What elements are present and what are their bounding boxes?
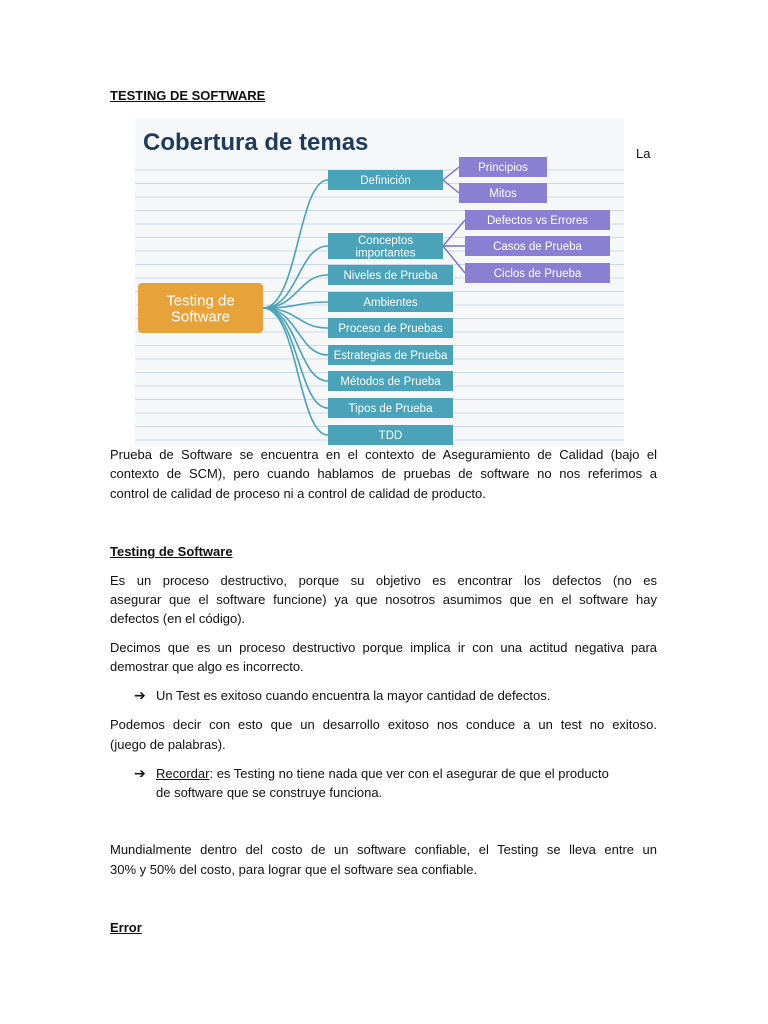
branch-node-label: Conceptos — [358, 234, 413, 247]
sub-node — [459, 157, 547, 177]
branch-node-label: Tipos de Prueba — [348, 403, 433, 416]
branch-node — [328, 233, 443, 259]
branch-node-label: Niveles de Prueba — [343, 270, 438, 283]
page-title: TESTING DE SOFTWARE — [110, 88, 266, 103]
branch-node-label: Ambientes — [363, 297, 418, 310]
bullet-text: Un Test es exitoso cuando encuentra la mayor cantidad de defectos. — [156, 688, 551, 703]
p2-line-1: Decimos que es un proceso destructivo porque implica ir con una actitud negativa para — [110, 640, 657, 655]
recordar-label: Recordar — [156, 766, 210, 781]
bullet-recordar-line-1 — [156, 764, 657, 784]
branch-node — [328, 371, 453, 391]
figure-title: Cobertura de temas — [143, 129, 369, 156]
p3-line-1: Podemos decir con esto que un desarrollo exitoso nos conduce a un test no exitoso. — [110, 717, 657, 732]
branch-node-label: Proceso de Pruebas — [338, 323, 443, 336]
branch-node-label: importantes — [355, 247, 416, 260]
root-node-label: Software — [170, 308, 231, 326]
p3-line-2: (juego de palabras). — [110, 737, 226, 752]
branch-node — [328, 425, 453, 445]
root-node — [138, 283, 263, 333]
branch-node-label: Estrategias de Prueba — [333, 350, 448, 363]
bullet-recordar-line-2: de software que se construye funciona. — [156, 785, 383, 800]
sub-node-label: Defectos vs Errores — [487, 215, 588, 228]
sub-node-label: Ciclos de Prueba — [493, 268, 582, 281]
p4-line-2: 30% y 50% del costo, para lograr que el software sea confiable. — [110, 862, 478, 877]
sub-node — [465, 263, 610, 283]
p2-line-2: demostrar que algo es incorrecto. — [110, 659, 304, 674]
sub-node-label: Mitos — [489, 188, 517, 201]
p1-line-3: defectos (en el código). — [110, 611, 246, 626]
recordar-text: : es Testing no tiene nada que ver con el asegurar de que el producto — [209, 766, 609, 781]
branch-node — [328, 265, 453, 285]
branch-node — [328, 170, 443, 190]
branch-node — [328, 345, 453, 365]
intro-line-3: control de calidad de proceso ni a control de calidad de producto. — [110, 486, 486, 501]
branch-node — [328, 398, 453, 418]
sub-node-label: Principios — [478, 162, 528, 175]
intro-line-2: contexto de SCM), pero cuando hablamos de pruebas de software no nos referimos a — [110, 466, 657, 481]
bullet-recordar — [134, 764, 657, 804]
arrow-right-icon: ➔ — [134, 765, 146, 781]
p1-line-2: asegurar que el software funcione) ya que nosotros asumimos que en el software hay — [110, 592, 657, 607]
sub-node — [465, 236, 610, 256]
sub-node — [465, 210, 610, 230]
root-node-label: Testing de — [166, 292, 235, 310]
intro-line-1: Prueba de Software se encuentra en el contexto de Aseguramiento de Calidad (bajo el — [110, 447, 657, 462]
bullet-test-exitoso — [134, 686, 657, 706]
branch-node — [328, 292, 453, 312]
p4-line-1: Mundialmente dentro del costo de un software confiable, el Testing se lleva entre un — [110, 842, 657, 857]
section-heading-error: Error — [110, 920, 142, 935]
arrow-right-icon: ➔ — [134, 687, 146, 703]
branch-node — [328, 318, 453, 338]
branch-node-label: Definición — [360, 175, 411, 188]
coverage-mindmap-figure — [135, 118, 624, 446]
p1-line-1: Es un proceso destructivo, porque su objetivo es encontrar los defectos (no es — [110, 573, 657, 588]
section-heading-testing: Testing de Software — [110, 544, 233, 559]
sub-node — [459, 183, 547, 203]
branch-node-label: Métodos de Prueba — [340, 376, 441, 389]
branch-node-label: TDD — [378, 430, 403, 443]
intro-la-word: La — [636, 146, 651, 161]
sub-node-label: Casos de Prueba — [493, 241, 582, 254]
